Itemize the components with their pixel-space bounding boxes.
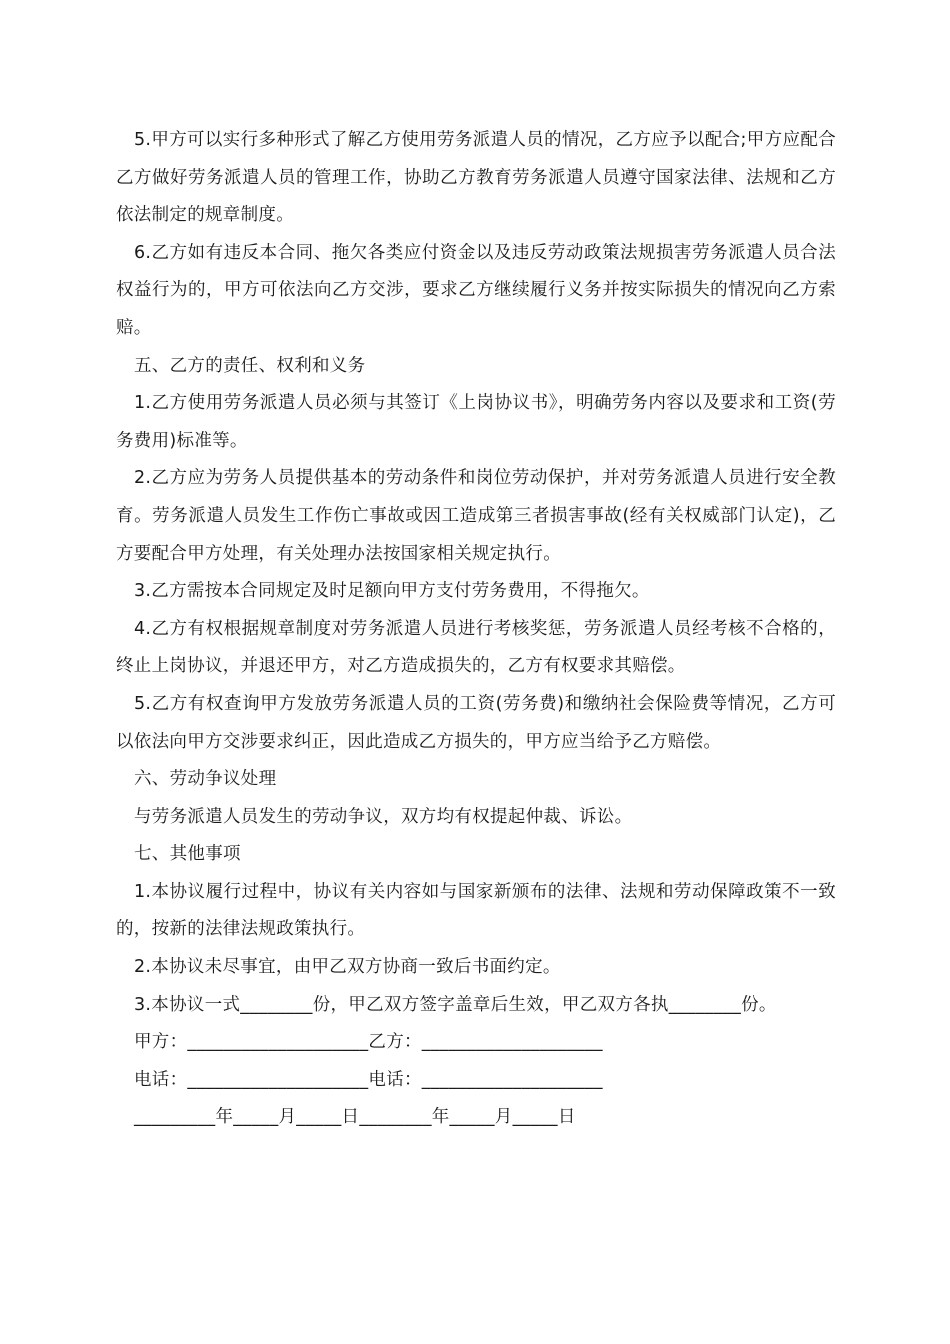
clause-party-b-1: 1.乙方使用劳务派遣人员必须与其签订《上岗协议书》，明确劳务内容以及要求和工资(劳务费用)标准等。 xyxy=(116,393,836,451)
section-heading-5: 五、乙方的责任、权利和义务 xyxy=(134,355,366,376)
clause-other-1: 1.本协议履行过程中，协议有关内容如与国家新颁布的法律、法规和劳动保障政策不一致的，按新的法律法规政策执行。 xyxy=(116,881,836,940)
clause-party-a-5: 5.甲方可以实行多种形式了解乙方使用劳务派遣人员的情况，乙方应予以配合;甲方应配合乙方做好劳务派遣人员的管理工作，协助乙方教育劳务派遣人员遵守国家法律、法规和乙方依法制定的规章制度。 xyxy=(116,130,836,226)
clause-party-b-4: 4.乙方有权根据规章制度对劳务派遣人员进行考核奖惩，劳务派遣人员经考核不合格的，终止上岗协议，并退还甲方，对乙方造成损失的，乙方有权要求其赔偿。 xyxy=(116,618,836,677)
clause-party-b-5: 5.乙方有权查询甲方发放劳务派遣人员的工资(劳务费)和缴纳社会保险费等情况，乙方可以依法向甲方交涉要求纠正，因此造成乙方损失的，甲方应当给予乙方赔偿。 xyxy=(116,693,836,752)
clause-party-b-3: 3.乙方需按本合同规定及时足额向甲方支付劳务费用，不得拖欠。 xyxy=(134,581,650,602)
signature-phone-line: 电话：____________________电话：____________________ xyxy=(134,1069,603,1090)
signature-party-line: 甲方：____________________乙方：____________________ xyxy=(134,1032,603,1053)
signature-date-line: _________年_____月_____日________年_____月_____日 xyxy=(134,1107,576,1128)
clause-other-2: 2.本协议未尽事宜，由甲乙双方协商一致后书面约定。 xyxy=(134,957,561,978)
section-heading-7: 七、其他事项 xyxy=(134,844,241,865)
clause-party-a-6: 6.乙方如有违反本合同、拖欠各类应付资金以及违反劳动政策法规损害劳务派遣人员合法权益行为的，甲方可依法向乙方交涉，要求乙方继续履行义务并按实际损失的情况向乙方索赔。 xyxy=(116,242,836,338)
clause-dispute: 与劳务派遣人员发生的劳动争议，双方均有权提起仲裁、诉讼。 xyxy=(134,806,633,827)
contract-body xyxy=(116,122,836,1137)
clause-other-3: 3.本协议一式________份，甲乙双方签字盖章后生效，甲乙双方各执________份。 xyxy=(134,994,777,1015)
section-heading-6: 六、劳动争议处理 xyxy=(134,769,277,790)
clause-party-b-2: 2.乙方应为劳务人员提供基本的劳动条件和岗位劳动保护，并对劳务派遣人员进行安全教育。劳务派遣人员发生工作伤亡事故或因工造成第三者损害事故(经有关权威部门认定)，乙方要配合甲方处理，有关处理办法按国家相关规定执行。 xyxy=(116,468,836,564)
